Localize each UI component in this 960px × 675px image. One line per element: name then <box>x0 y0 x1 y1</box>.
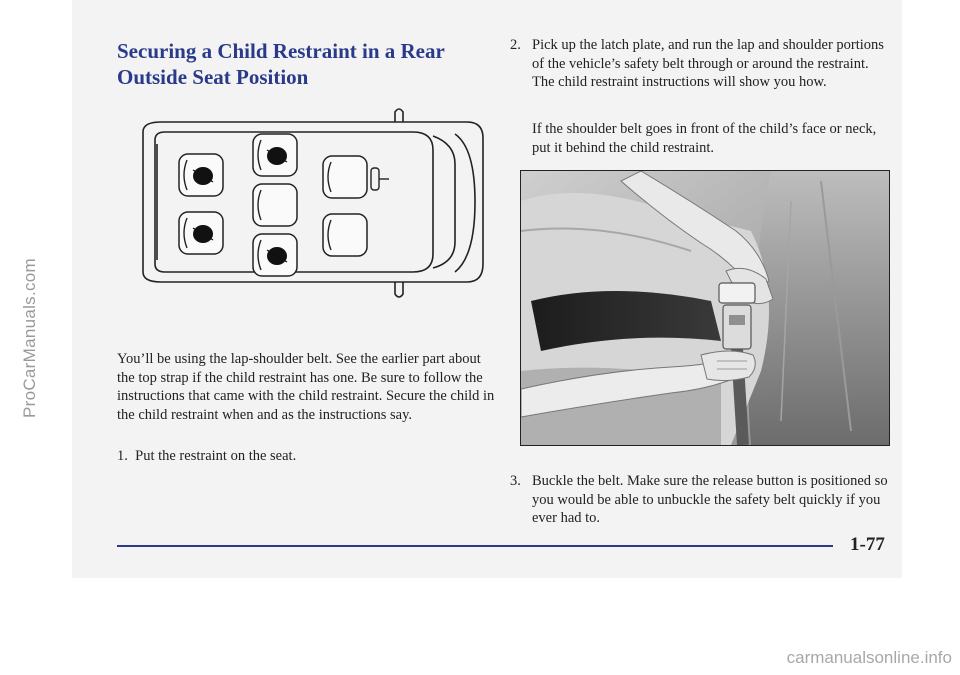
footer-rule <box>117 545 833 547</box>
step-3 <box>510 472 890 528</box>
page-number: 1-77 <box>850 534 885 555</box>
step-2-note: If the shoulder belt goes in front of the child’s face or neck, put it behind the child restraint. <box>532 121 877 156</box>
buckle <box>723 305 751 349</box>
steering-wheel-icon <box>371 168 389 190</box>
step-3-number: 3. <box>510 473 521 489</box>
step-1 <box>117 447 497 466</box>
seat-middle-center <box>253 184 297 226</box>
step-1-number: 1. <box>117 448 128 464</box>
mirror-top <box>395 109 403 122</box>
step-2 <box>510 36 890 92</box>
watermark-bottom: carmanualsonline.info <box>786 648 952 667</box>
step-2-text: Pick up the latch plate, and run the lap and shoulder portions of the vehicle’s safety belt through or around the restraint. The child restraint instructions will show you how. <box>532 37 884 90</box>
vehicle-seating-diagram <box>133 104 493 304</box>
step-2-number: 2. <box>510 37 521 53</box>
belt-buckling-photo <box>520 170 890 446</box>
step-3-text: Buckle the belt. Make sure the release button is positioned so you would be able to unbuckle the safety belt quickly if you ever had to. <box>532 473 888 526</box>
vehicle-seat-back <box>749 171 890 445</box>
windshield-outline <box>433 136 455 268</box>
section-title: Securing a Child Restraint in a Rear Outside Seat Position <box>117 39 445 89</box>
seat-front-right <box>323 214 367 256</box>
latch-plate <box>719 283 755 303</box>
step-1-text: Put the restraint on the seat. <box>135 448 297 464</box>
watermark-left: ProCarManuals.com <box>20 257 39 419</box>
lower-hand <box>701 351 755 381</box>
intro-paragraph: You’ll be using the lap-shoulder belt. See the earlier part about the top strap if the child restraint has one. Be sure to follow the instructions that came with the child restraint. Secure the child in the child restraint when and as the instructions say. <box>117 351 495 423</box>
seat-front-left <box>323 156 367 198</box>
mirror-bottom <box>395 282 403 297</box>
hood-line <box>455 134 475 272</box>
